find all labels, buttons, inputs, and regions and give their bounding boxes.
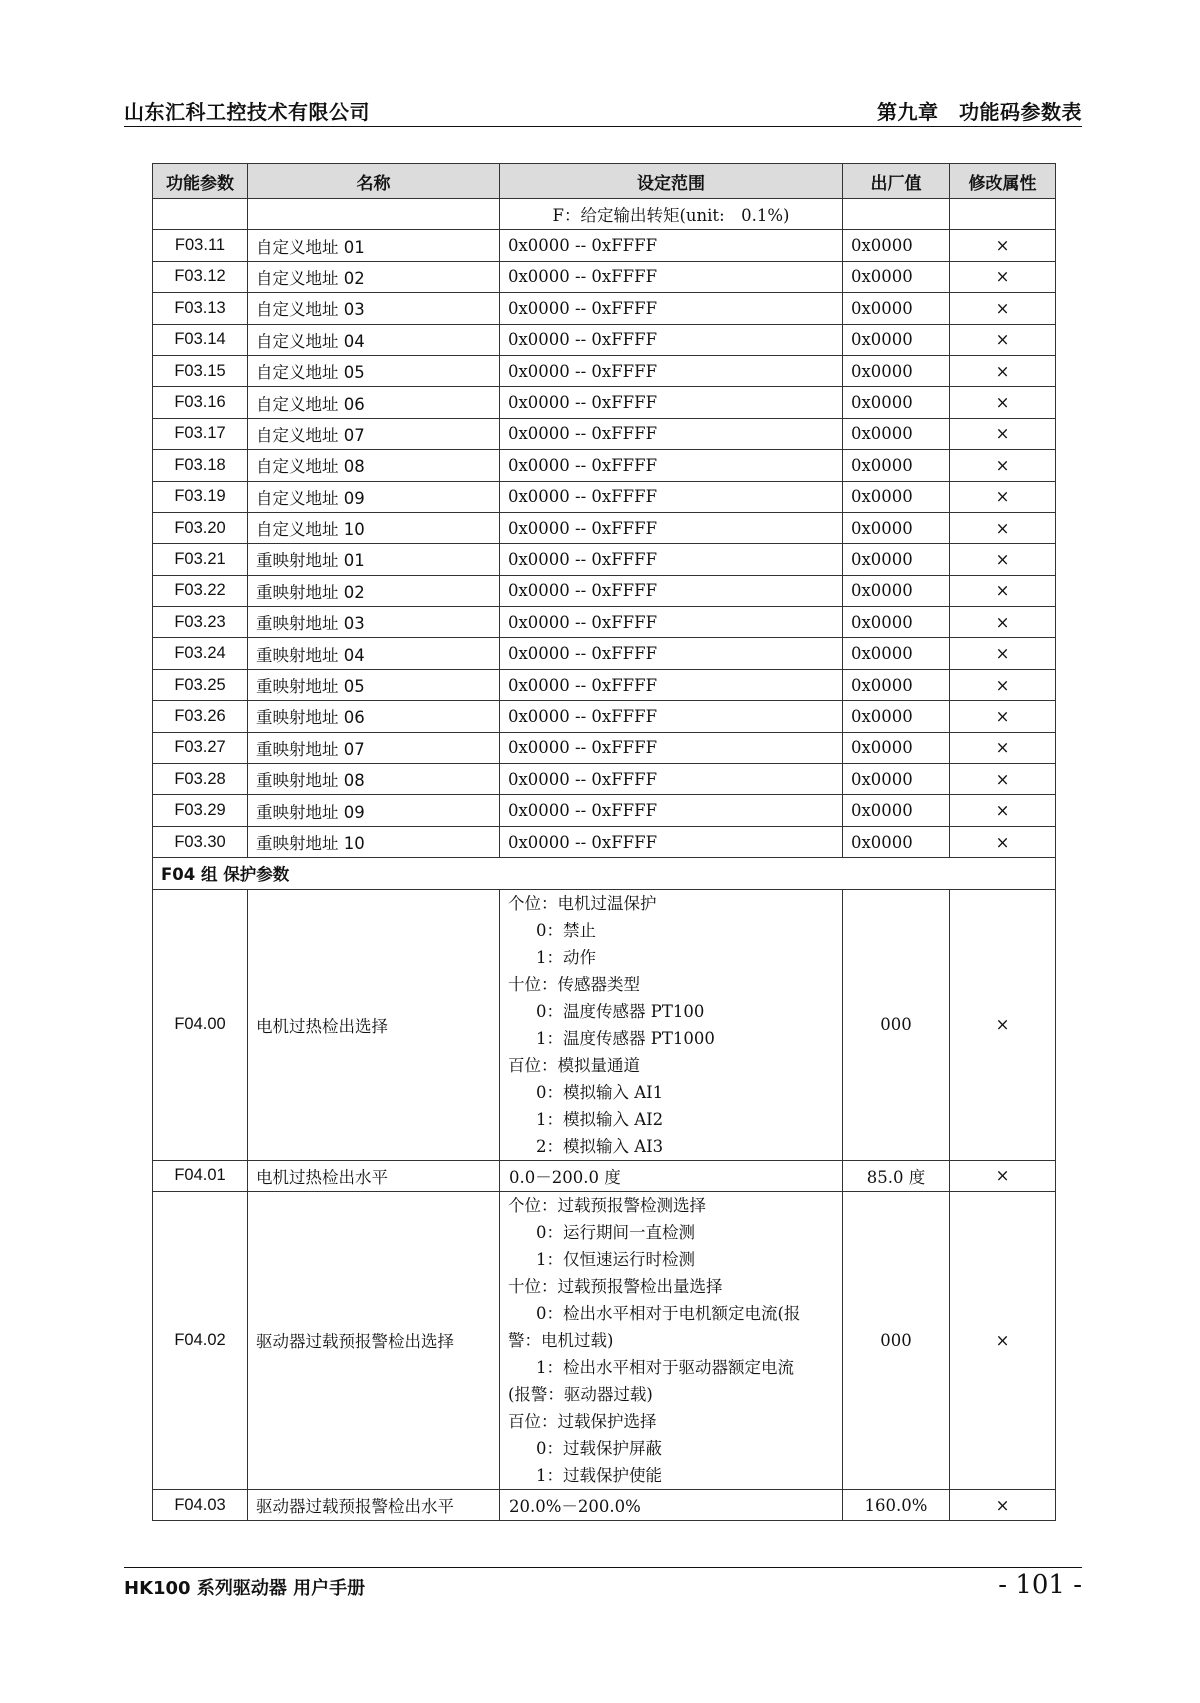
param-name: 自定义地址 09 — [248, 481, 500, 512]
param-default: 0x0000 — [843, 544, 950, 575]
param-code: F03.11 — [153, 230, 248, 261]
param-default: 0x0000 — [843, 575, 950, 606]
param-default: 0x0000 — [843, 324, 950, 355]
table-row — [153, 324, 1056, 355]
param-range-options — [500, 1191, 843, 1489]
param-name: 电机过热检出水平 — [248, 1160, 500, 1191]
param-name: 自定义地址 04 — [248, 324, 500, 355]
param-attr: × — [950, 1191, 1056, 1489]
param-code: F03.25 — [153, 669, 248, 700]
param-default: 0x0000 — [843, 418, 950, 449]
footer-divider — [124, 1567, 1082, 1568]
param-default: 0x0000 — [843, 230, 950, 261]
param-default: 85.0 度 — [843, 1160, 950, 1191]
param-range: 0x0000 -- 0xFFFF — [500, 261, 843, 292]
param-attr: × — [950, 355, 1056, 386]
param-name: 自定义地址 07 — [248, 418, 500, 449]
param-range: 0x0000 -- 0xFFFF — [500, 732, 843, 763]
param-default: 160.0% — [843, 1489, 950, 1520]
param-code: F03.24 — [153, 638, 248, 669]
param-attr: × — [950, 230, 1056, 261]
param-attr: × — [950, 732, 1056, 763]
param-code: F03.19 — [153, 481, 248, 512]
range-option-line: 十位：传感器类型 — [508, 974, 640, 994]
param-name: 自定义地址 06 — [248, 387, 500, 418]
table-row — [153, 1160, 1056, 1191]
range-option-line: 十位：过载预报警检出量选择 — [508, 1276, 723, 1296]
table-row — [153, 261, 1056, 292]
param-default: 0x0000 — [843, 387, 950, 418]
param-default: 0x0000 — [843, 355, 950, 386]
range-option-line: 1：动作 — [536, 947, 596, 967]
param-code: F03.28 — [153, 764, 248, 795]
table-row — [153, 544, 1056, 575]
range-option-line: 0：过载保护屏蔽 — [536, 1438, 662, 1458]
table-row — [153, 450, 1056, 481]
param-range: 0x0000 -- 0xFFFF — [500, 638, 843, 669]
table-row — [153, 1489, 1056, 1520]
range-option-line: 0：模拟输入 AI1 — [536, 1082, 664, 1102]
param-attr: × — [950, 418, 1056, 449]
param-range: 0x0000 -- 0xFFFF — [500, 230, 843, 261]
param-name: 重映射地址 02 — [248, 575, 500, 606]
param-code: F03.20 — [153, 512, 248, 543]
param-code: F04.03 — [153, 1489, 248, 1520]
range-option-line: 个位：电机过温保护 — [508, 893, 657, 913]
table-row — [153, 669, 1056, 700]
param-default: 000 — [843, 1191, 950, 1489]
param-range: 0x0000 -- 0xFFFF — [500, 701, 843, 732]
table-row — [153, 387, 1056, 418]
param-name: 自定义地址 08 — [248, 450, 500, 481]
param-default: 0x0000 — [843, 481, 950, 512]
column-header-default: 出厂值 — [843, 164, 950, 199]
column-header-attr: 修改属性 — [950, 164, 1056, 199]
param-range: 0x0000 -- 0xFFFF — [500, 418, 843, 449]
table-row — [153, 764, 1056, 795]
param-name: 重映射地址 06 — [248, 701, 500, 732]
param-code: F03.16 — [153, 387, 248, 418]
param-code: F03.15 — [153, 355, 248, 386]
param-name: 重映射地址 01 — [248, 544, 500, 575]
table-row — [153, 607, 1056, 638]
table-row — [153, 575, 1056, 606]
param-range: 0x0000 -- 0xFFFF — [500, 607, 843, 638]
range-option-line: 1：检出水平相对于驱动器额定电流 — [536, 1357, 794, 1377]
param-attr: × — [950, 575, 1056, 606]
param-range: 0x0000 -- 0xFFFF — [500, 387, 843, 418]
param-name: 重映射地址 04 — [248, 638, 500, 669]
table-row — [153, 889, 1056, 1160]
param-code: F04.01 — [153, 1160, 248, 1191]
table-row — [153, 701, 1056, 732]
param-default: 0x0000 — [843, 638, 950, 669]
param-range: 0x0000 -- 0xFFFF — [500, 575, 843, 606]
param-range: 0x0000 -- 0xFFFF — [500, 481, 843, 512]
param-default: 0x0000 — [843, 607, 950, 638]
param-attr: × — [950, 387, 1056, 418]
range-option-line: 1：仅恒速运行时检测 — [536, 1249, 695, 1269]
param-default: 0x0000 — [843, 450, 950, 481]
param-range: 0x0000 -- 0xFFFF — [500, 764, 843, 795]
continuation-text: F：给定输出转矩(unit: 0.1%) — [500, 199, 843, 230]
param-range: 0x0000 -- 0xFFFF — [500, 826, 843, 857]
param-name: 驱动器过载预报警检出选择 — [248, 1191, 500, 1489]
param-range-options — [500, 889, 843, 1160]
param-code: F04.00 — [153, 889, 248, 1160]
company-name: 山东汇科工控技术有限公司 — [124, 100, 370, 124]
range-option-line: (报警：驱动器过载) — [508, 1384, 653, 1404]
range-option-line: 个位：过载预报警检测选择 — [508, 1195, 706, 1215]
param-attr: × — [950, 512, 1056, 543]
param-code: F03.22 — [153, 575, 248, 606]
param-attr: × — [950, 638, 1056, 669]
table-row — [153, 418, 1056, 449]
column-header-name: 名称 — [248, 164, 500, 199]
param-name: 重映射地址 10 — [248, 826, 500, 857]
param-default: 0x0000 — [843, 732, 950, 763]
param-code: F03.23 — [153, 607, 248, 638]
param-range: 0x0000 -- 0xFFFF — [500, 795, 843, 826]
param-range: 0x0000 -- 0xFFFF — [500, 544, 843, 575]
param-range: 0x0000 -- 0xFFFF — [500, 293, 843, 324]
param-name: 重映射地址 03 — [248, 607, 500, 638]
param-attr: × — [950, 795, 1056, 826]
param-code: F03.17 — [153, 418, 248, 449]
param-attr: × — [950, 1160, 1056, 1191]
table-row — [153, 732, 1056, 763]
param-attr: × — [950, 544, 1056, 575]
param-name: 重映射地址 07 — [248, 732, 500, 763]
range-option-line: 警：电机过载) — [508, 1330, 614, 1350]
param-code: F03.29 — [153, 795, 248, 826]
param-attr: × — [950, 261, 1056, 292]
param-code: F04.02 — [153, 1191, 248, 1489]
param-code: F03.13 — [153, 293, 248, 324]
group-row — [153, 858, 1056, 889]
param-default: 0x0000 — [843, 293, 950, 324]
param-range: 20.0%－200.0% — [500, 1489, 843, 1520]
param-range: 0x0000 -- 0xFFFF — [500, 355, 843, 386]
param-attr: × — [950, 607, 1056, 638]
range-option-line: 0：检出水平相对于电机额定电流(报 — [536, 1303, 801, 1323]
param-code: F03.26 — [153, 701, 248, 732]
param-attr: × — [950, 1489, 1056, 1520]
param-name: 电机过热检出选择 — [248, 889, 500, 1160]
param-name: 重映射地址 05 — [248, 669, 500, 700]
continuation-row — [153, 199, 1056, 230]
param-name: 自定义地址 03 — [248, 293, 500, 324]
param-range: 0x0000 -- 0xFFFF — [500, 324, 843, 355]
param-name: 重映射地址 08 — [248, 764, 500, 795]
table-row — [153, 230, 1056, 261]
column-header-code: 功能参数 — [153, 164, 248, 199]
param-range: 0x0000 -- 0xFFFF — [500, 512, 843, 543]
param-attr: × — [950, 701, 1056, 732]
param-attr: × — [950, 450, 1056, 481]
param-attr: × — [950, 826, 1056, 857]
param-default: 000 — [843, 889, 950, 1160]
param-code: F03.12 — [153, 261, 248, 292]
param-name: 驱动器过载预报警检出水平 — [248, 1489, 500, 1520]
param-code: F03.14 — [153, 324, 248, 355]
param-name: 自定义地址 02 — [248, 261, 500, 292]
table-row — [153, 638, 1056, 669]
param-code: F03.21 — [153, 544, 248, 575]
range-option-line: 1：过载保护使能 — [536, 1465, 662, 1485]
param-attr: × — [950, 293, 1056, 324]
column-header-range: 设定范围 — [500, 164, 843, 199]
param-name: 自定义地址 10 — [248, 512, 500, 543]
manual-title: HK100 系列驱动器 用户手册 — [124, 1578, 366, 1599]
param-name: 重映射地址 09 — [248, 795, 500, 826]
range-option-line: 2：模拟输入 AI3 — [536, 1136, 664, 1156]
table-row — [153, 826, 1056, 857]
param-default: 0x0000 — [843, 669, 950, 700]
range-option-line: 百位：模拟量通道 — [508, 1055, 640, 1075]
param-attr: × — [950, 764, 1056, 795]
table-row — [153, 795, 1056, 826]
header-divider — [124, 126, 1082, 127]
range-option-line: 1：温度传感器 PT1000 — [536, 1028, 715, 1048]
chapter-title: 第九章 功能码参数表 — [877, 100, 1082, 124]
param-name: 自定义地址 05 — [248, 355, 500, 386]
table-row — [153, 293, 1056, 324]
param-default: 0x0000 — [843, 261, 950, 292]
param-range: 0.0－200.0 度 — [500, 1160, 843, 1191]
param-code: F03.18 — [153, 450, 248, 481]
parameter-table — [152, 163, 1056, 1521]
param-default: 0x0000 — [843, 795, 950, 826]
table-row — [153, 1191, 1056, 1489]
range-option-line: 百位：过载保护选择 — [508, 1411, 657, 1431]
param-range: 0x0000 -- 0xFFFF — [500, 669, 843, 700]
range-option-line: 0：温度传感器 PT100 — [536, 1001, 705, 1021]
page-number: - 101 - — [998, 1570, 1082, 1600]
range-option-line: 0：禁止 — [536, 920, 596, 940]
param-default: 0x0000 — [843, 701, 950, 732]
range-option-line: 1：模拟输入 AI2 — [536, 1109, 664, 1129]
table-header-row — [153, 164, 1056, 199]
param-code: F03.27 — [153, 732, 248, 763]
param-range: 0x0000 -- 0xFFFF — [500, 450, 843, 481]
param-default: 0x0000 — [843, 512, 950, 543]
param-attr: × — [950, 481, 1056, 512]
table-row — [153, 481, 1056, 512]
param-code: F03.30 — [153, 826, 248, 857]
param-attr: × — [950, 669, 1056, 700]
table-row — [153, 355, 1056, 386]
param-attr: × — [950, 324, 1056, 355]
param-attr: × — [950, 889, 1056, 1160]
param-default: 0x0000 — [843, 826, 950, 857]
group-label: F04 组 保护参数 — [153, 858, 1056, 889]
table-row — [153, 512, 1056, 543]
param-name: 自定义地址 01 — [248, 230, 500, 261]
range-option-line: 0：运行期间一直检测 — [536, 1222, 695, 1242]
param-default: 0x0000 — [843, 764, 950, 795]
